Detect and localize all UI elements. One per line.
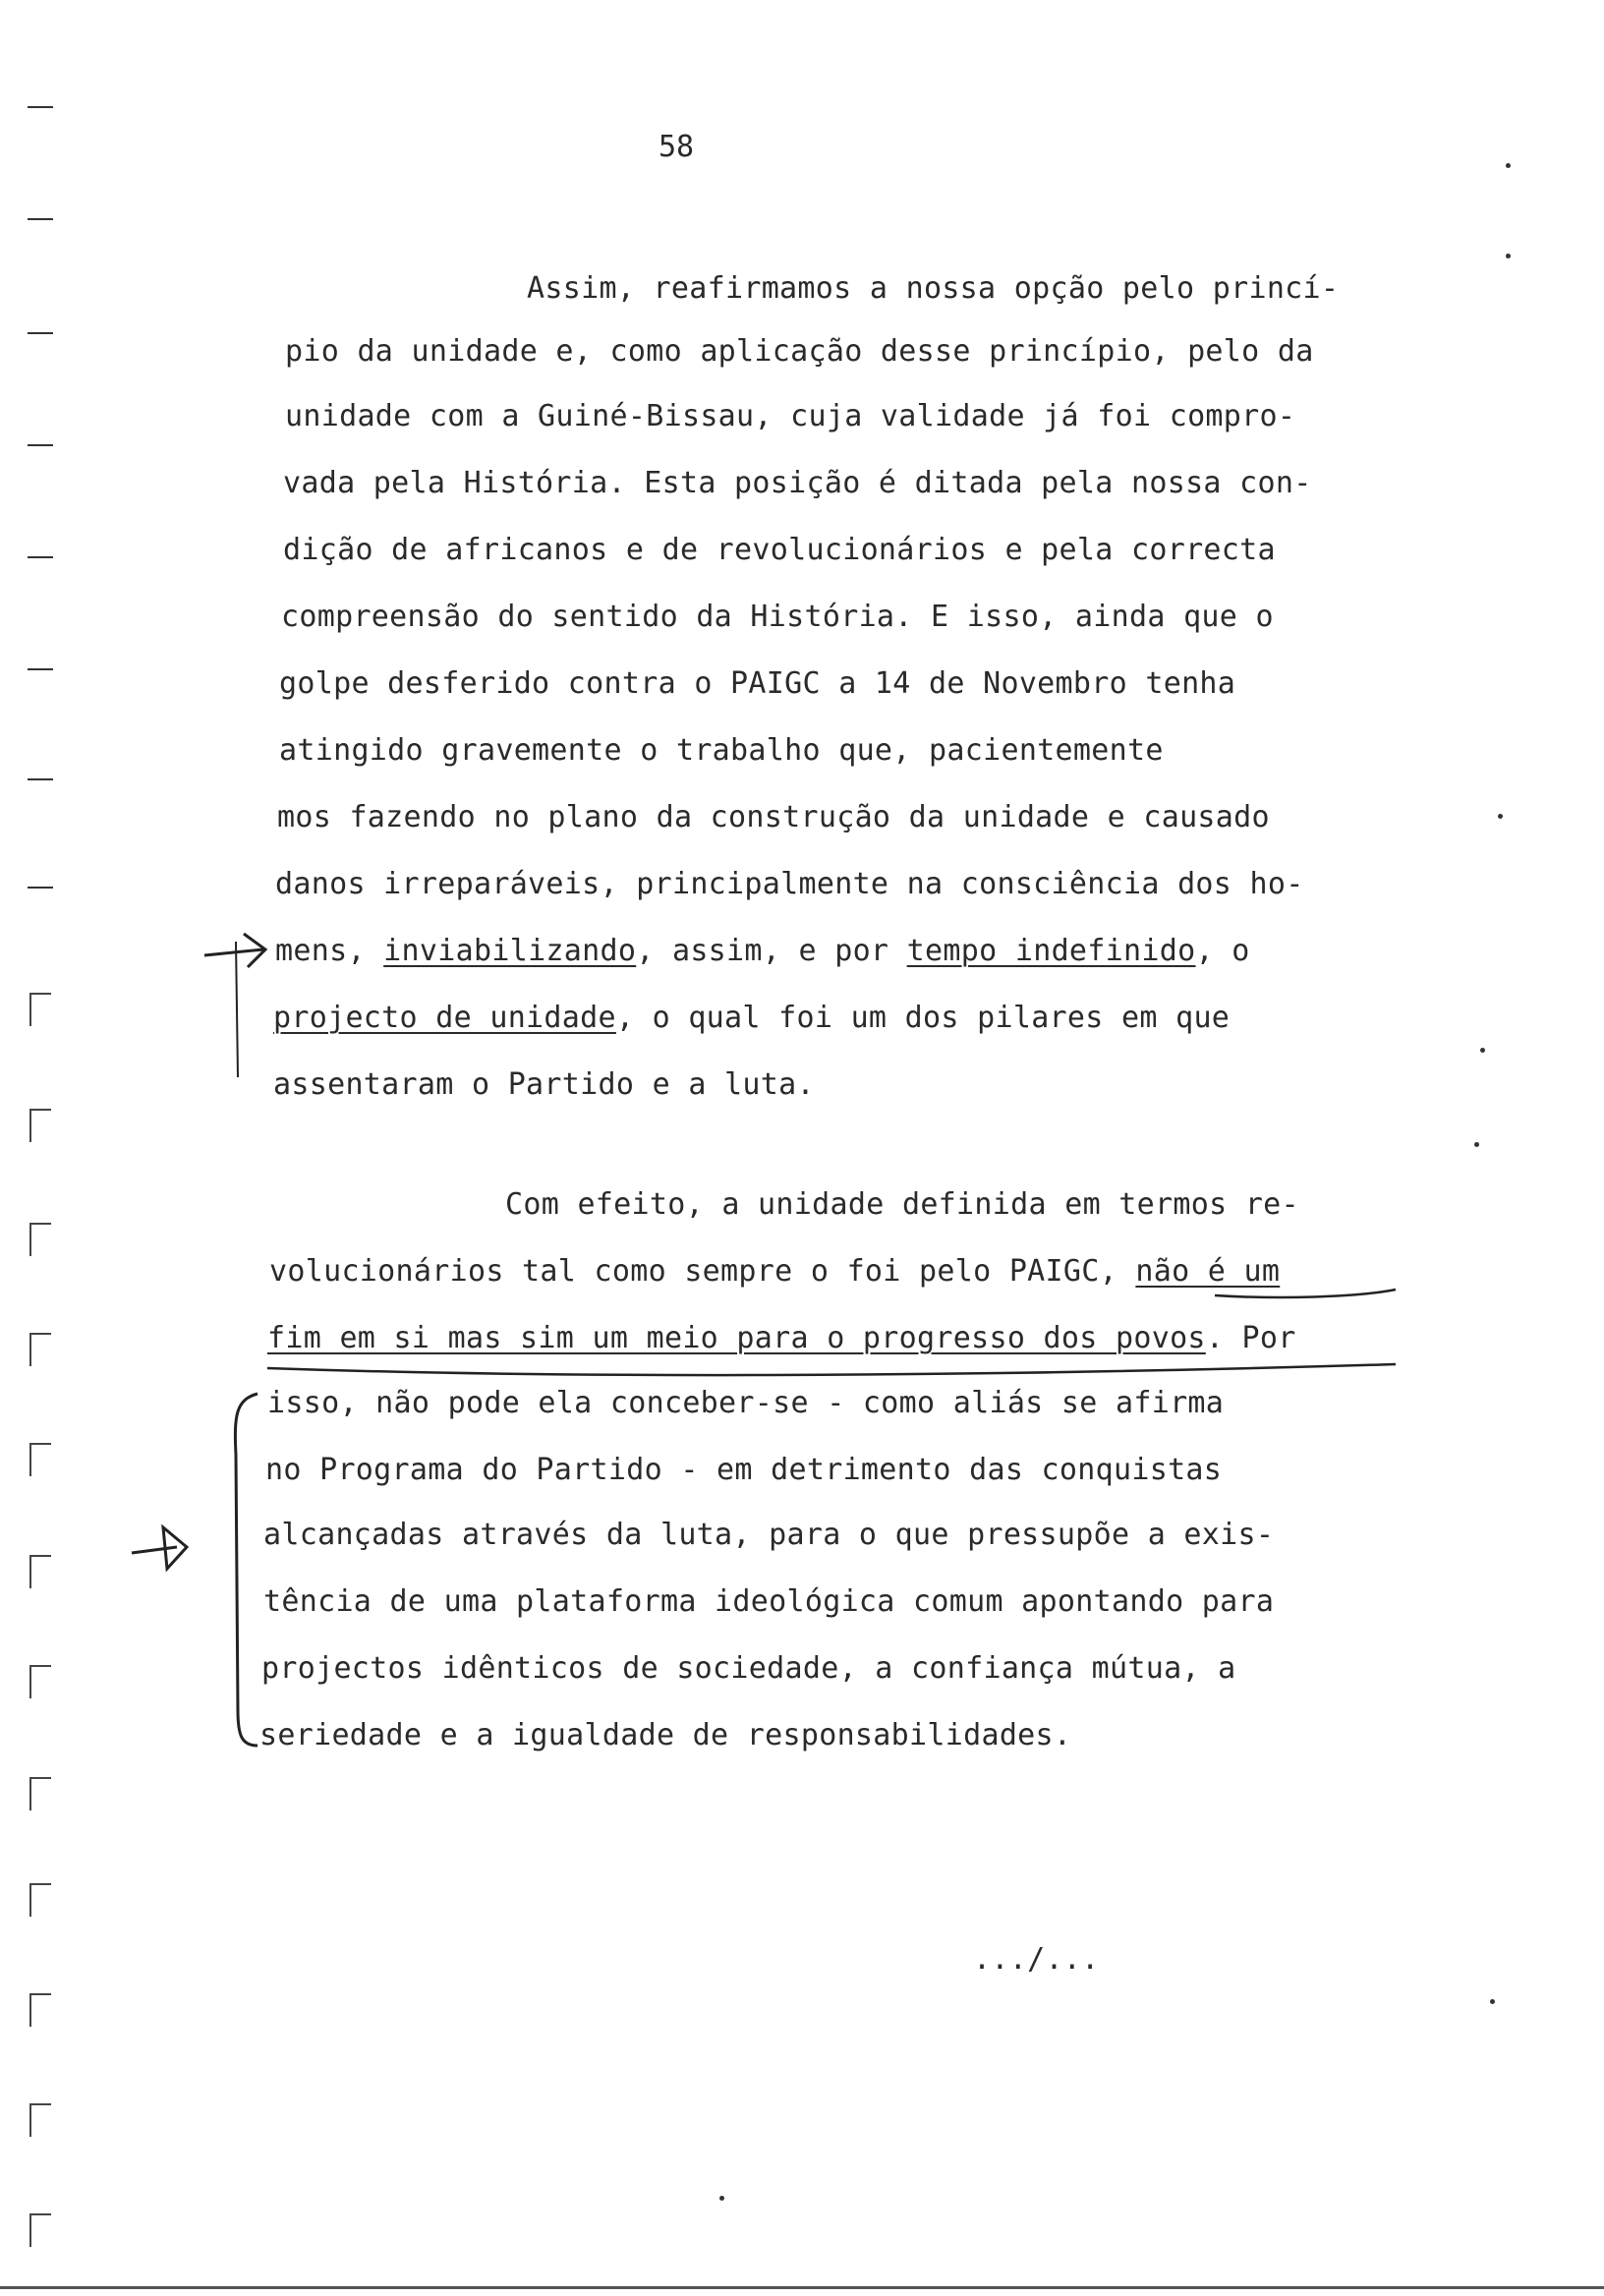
margin-bracket xyxy=(29,1555,51,1588)
underlined-phrase: fim em si mas sim um meio para o progresso dos povos xyxy=(267,1321,1206,1355)
margin-bracket xyxy=(29,993,51,1026)
underlined-phrase: inviabilizando xyxy=(383,934,637,968)
text-line: isso, não pode ela conceber-se - como aliás se afirma xyxy=(267,1386,1225,1420)
underline-stroke xyxy=(267,1364,1396,1375)
margin-bracket xyxy=(29,1223,51,1256)
margin-mark xyxy=(28,668,53,670)
text-line: pio da unidade e, como aplicação desse princípio, pelo da xyxy=(285,334,1314,369)
margin-bracket xyxy=(29,1993,51,2027)
text-segment: , o xyxy=(1195,934,1250,968)
margin-mark xyxy=(28,778,53,780)
margin-bracket xyxy=(29,1777,51,1810)
text-line: no Programa do Partido - em detrimento das conquistas xyxy=(265,1453,1223,1487)
text-line: assentaram o Partido e a luta. xyxy=(273,1067,815,1102)
margin-mark xyxy=(28,556,53,558)
text-segment: , o qual foi um dos pilares em que xyxy=(615,1001,1231,1035)
text-line: dição de africanos e de revolucionários e pela correcta xyxy=(283,533,1276,567)
margin-mark xyxy=(28,332,53,334)
scan-speck xyxy=(1490,1999,1495,2004)
text-segment: mens, xyxy=(275,934,384,968)
underlined-phrase: tempo indefinido xyxy=(906,934,1196,968)
margin-arrow-icon xyxy=(204,934,265,967)
margin-bracket xyxy=(29,1883,51,1917)
margin-mark xyxy=(28,887,53,889)
underlined-phrase: projecto de unidade xyxy=(273,1001,616,1035)
margin-mark xyxy=(28,218,53,220)
scan-speck xyxy=(1506,163,1511,168)
text-line: alcançadas através da luta, para o que pressupõe a exis- xyxy=(263,1518,1275,1552)
text-line: compreensão do sentido da História. E isso, ainda que o xyxy=(281,600,1274,634)
margin-mark xyxy=(28,106,53,108)
text-line xyxy=(275,934,1250,968)
text-line: unidade com a Guiné-Bissau, cuja validade já foi compro- xyxy=(285,399,1296,433)
text-line: tência de uma plataforma ideológica comum apontando para xyxy=(263,1584,1275,1619)
margin-arrow-icon xyxy=(132,1527,187,1569)
scan-speck xyxy=(1480,1048,1485,1053)
margin-brace xyxy=(235,1394,258,1746)
text-line xyxy=(267,1321,1296,1355)
page-number: 58 xyxy=(659,130,695,164)
margin-bar xyxy=(236,942,238,1077)
margin-bracket xyxy=(29,1333,51,1366)
text-line: mos fazendo no plano da construção da unidade e causado xyxy=(277,800,1270,834)
text-line: projectos idênticos de sociedade, a confiança mútua, a xyxy=(261,1651,1236,1686)
page-bottom-edge xyxy=(0,2286,1604,2289)
scan-speck xyxy=(1474,1142,1479,1147)
text-line: seriedade e a igualdade de responsabilidades. xyxy=(259,1718,1072,1752)
scan-speck xyxy=(1506,254,1511,258)
text-line xyxy=(273,1001,1230,1035)
text-line: vada pela História. Esta posição é ditada pela nossa con- xyxy=(283,466,1312,500)
text-line: danos irreparáveis, principalmente na consciência dos ho- xyxy=(275,867,1304,901)
text-segment: volucionários tal como sempre o foi pelo PAIGC, xyxy=(269,1254,1136,1289)
margin-bracket xyxy=(29,1665,51,1698)
text-line: Assim, reafirmamos a nossa opção pelo princí- xyxy=(527,271,1340,306)
text-line xyxy=(269,1254,1280,1289)
margin-bracket xyxy=(29,2103,51,2137)
margin-bracket xyxy=(29,2213,51,2247)
text-line: atingido gravemente o trabalho que, pacientemente xyxy=(279,733,1164,768)
scan-speck xyxy=(1498,814,1503,819)
text-segment: . Por xyxy=(1205,1321,1296,1355)
margin-bracket xyxy=(29,1109,51,1142)
margin-bracket xyxy=(29,1443,51,1476)
margin-mark xyxy=(28,444,53,446)
underlined-phrase: não é um xyxy=(1135,1254,1281,1289)
scan-speck xyxy=(719,2196,724,2201)
text-line: Com efeito, a unidade definida em termos re- xyxy=(505,1187,1299,1222)
text-line: golpe desferido contra o PAIGC a 14 de Novembro tenha xyxy=(279,666,1236,701)
text-segment: , assim, e por xyxy=(636,934,907,968)
underline-stroke xyxy=(1215,1290,1396,1297)
continuation-mark: .../... xyxy=(973,1942,1100,1977)
